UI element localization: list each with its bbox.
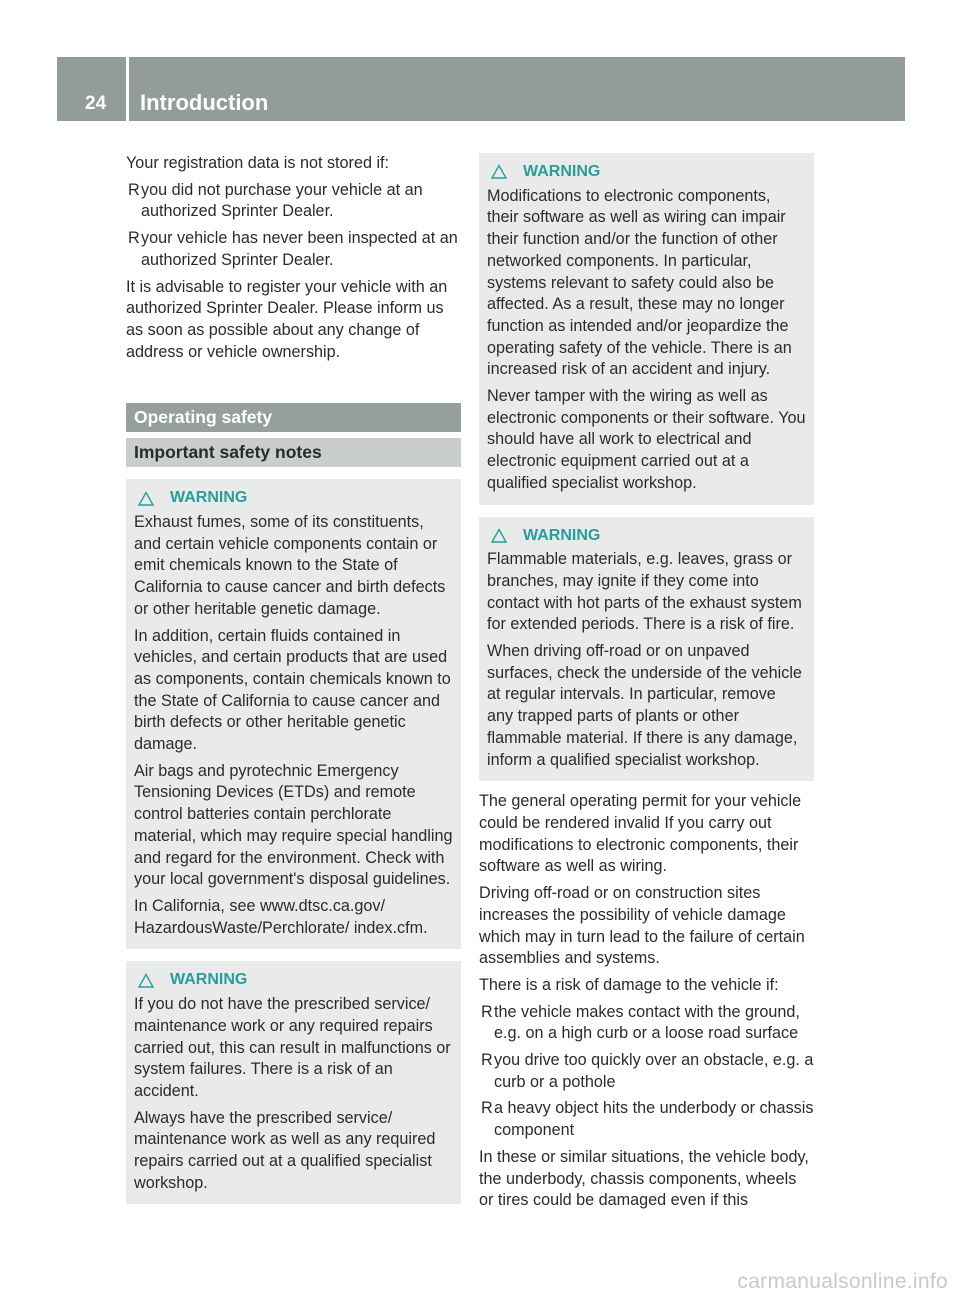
list-item — [126, 180, 461, 223]
subsection-heading: Important safety notes — [126, 438, 461, 467]
watermark-text: carmanualsonline.info — [737, 1270, 948, 1293]
bullet-text: you drive too quickly over an obstacle, e.g. a curb or a pothole — [494, 1051, 814, 1091]
body-paragraph: In these or similar situations, the vehicle body, the underbody, chassis components, wheels or tires could be damaged even if this — [479, 1147, 809, 1210]
warning-box — [126, 479, 461, 949]
warning-label: WARNING — [523, 163, 601, 180]
warning-label: WARNING — [170, 489, 248, 507]
bullet-mark: R — [481, 1099, 493, 1118]
bullet-text: you did not purchase your vehicle at an authorized Sprinter Dealer. — [141, 180, 423, 221]
list-item — [479, 1002, 814, 1045]
chapter-title: Introduction — [140, 90, 269, 115]
body-paragraph: There is a risk of damage to the vehicle if: — [479, 975, 779, 994]
warning-header — [134, 487, 453, 509]
list-item — [479, 1050, 814, 1093]
warning-header — [487, 525, 806, 547]
body-paragraph: Driving off-road or on construction sites increases the possibility of vehicle damage which may in turn lead to the failure of certain assemblies and systems. — [479, 884, 805, 968]
warning-header — [487, 161, 806, 183]
header-divider — [126, 57, 129, 121]
intro-lead: Your registration data is not stored if: — [126, 154, 390, 172]
list-item — [479, 1098, 814, 1141]
intro-paragraph: It is advisable to register your vehicle with an authorized Sprinter Dealer. Please inform us as soon as possible about any change of address or vehicle ownership. — [126, 277, 448, 361]
warning-triangle-icon — [134, 491, 170, 506]
right-column — [479, 153, 814, 1217]
bullet-mark: R — [128, 229, 140, 248]
warning-label: WARNING — [170, 971, 248, 989]
bullet-mark: R — [481, 1002, 493, 1021]
warning-box — [126, 961, 461, 1204]
warning-text: Exhaust fumes, some of its constituents, and certain vehicle components contain or emit chemicals known to the State of California to cause cancer and birth defects or other heritable genetic damage. — [134, 513, 446, 618]
warning-text: If you do not have the prescribed service/ maintenance work or any required repairs carried out, this can result in malfunctions or system failures. There is a risk of an accident. — [134, 995, 451, 1100]
warning-text: Never tamper with the wiring as well as electronic components or their software. You should have all work to electrical and electronic equipment carried out at a qualified specialist workshop. — [487, 387, 806, 492]
warning-label: WARNING — [523, 526, 601, 544]
list-item — [126, 228, 461, 271]
body-paragraph: The general operating permit for your vehicle could be rendered invalid If you carry out modifications to electronic components, their software as well as wiring. — [479, 792, 802, 876]
warning-text: Flammable materials, e.g. leaves, grass or branches, may ignite if they come into contact with hot parts of the exhaust system for extended periods. There is a risk of fire. — [487, 550, 802, 634]
warning-triangle-icon — [487, 164, 523, 179]
warning-triangle-icon — [134, 973, 170, 988]
warning-header — [134, 969, 453, 991]
warning-box — [479, 517, 814, 782]
bullet-text: the vehicle makes contact with the ground, e.g. on a high curb or a loose road surface — [494, 1002, 800, 1043]
bullet-text: a heavy object hits the underbody or chassis component — [494, 1099, 814, 1140]
warning-text: In addition, certain fluids contained in vehicles, and certain products that are used as components, contain chemicals known to the State of California to cause cancer and birth defects or other heritable genetic damage. — [134, 626, 451, 754]
left-column — [126, 153, 461, 1204]
bullet-mark: R — [128, 180, 140, 199]
warning-text: Modifications to electronic components, their software as well as wiring can impair their function and/or the function of other networked components. In particular, systems relevant to safety could also be affected. As a result, these may no longer function as intended and/or jeopardize the operating safety of the vehicle. There is an increased risk of an accident and injury. — [487, 186, 792, 379]
warning-box — [479, 153, 814, 505]
warning-text: When driving off-road or on unpaved surfaces, check the underside of the vehicle at regular intervals. In particular, remove any trapped parts of plants or other flammable material. If there is any damage, inform a qualified specialist workshop. — [487, 642, 802, 769]
warning-text: In California, see www.dtsc.ca.gov/ HazardousWaste/Perchlorate/ index.cfm. — [134, 896, 428, 937]
bullet-mark: R — [481, 1051, 493, 1070]
warning-text: Air bags and pyrotechnic Emergency Tensioning Devices (ETDs) and remote control batteries contain perchlorate material, which may require special handling and regard for the environment. Check with your local government's disposal guidelines. — [134, 761, 453, 889]
warning-text: Always have the prescribed service/ maintenance work as well as any required repairs carried out at a qualified specialist workshop. — [134, 1108, 436, 1192]
bullet-text: your vehicle has never been inspected at an authorized Sprinter Dealer. — [141, 229, 458, 269]
section-heading: Operating safety — [126, 403, 461, 432]
warning-triangle-icon — [487, 528, 523, 543]
page-number: 24 — [85, 93, 107, 114]
